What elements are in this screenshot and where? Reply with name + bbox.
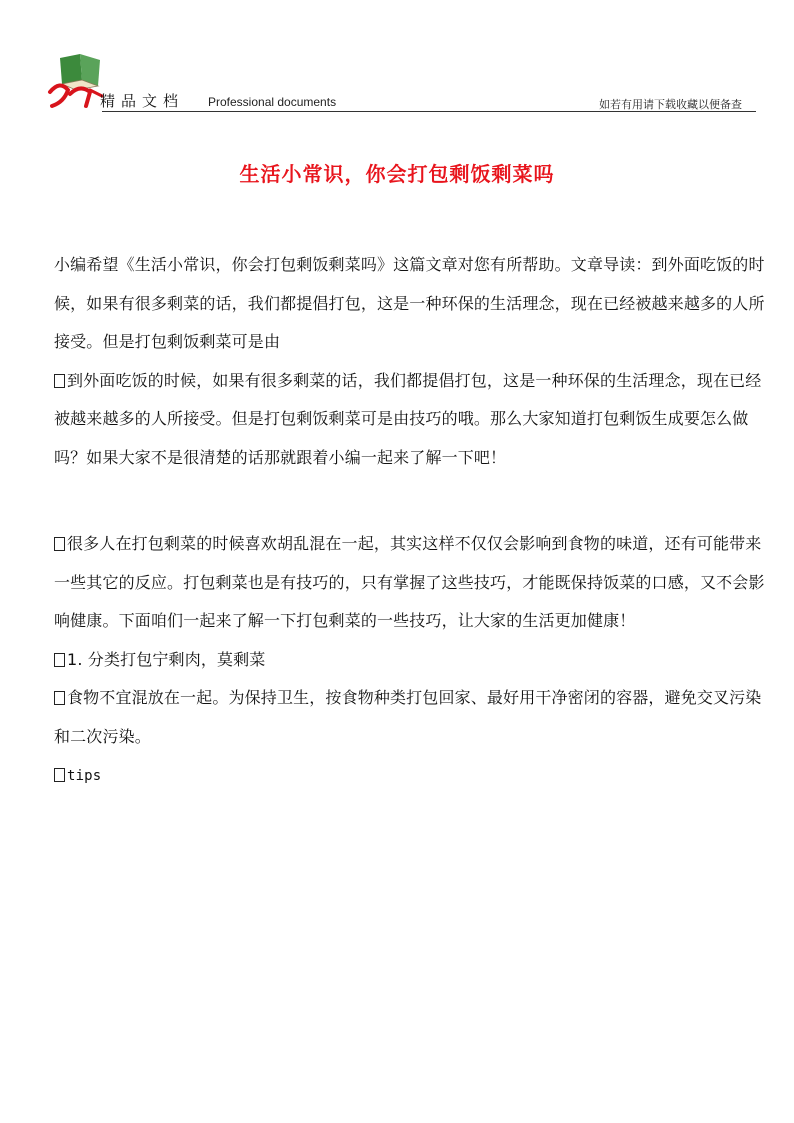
paragraph [54,362,766,478]
brand-title: 精品文档 [100,92,185,110]
page-header [46,50,756,112]
article-body [54,246,766,796]
header-note: 如若有用请下载收藏以便备查 [599,98,742,111]
page-title: 生活小常识，你会打包剩饭剩菜吗 [239,162,555,186]
section-heading-text: 1. 分类打包宁剩肉，莫剩菜 [67,649,266,669]
paragraph [54,679,766,756]
paragraph [54,525,766,641]
missing-glyph-box [54,691,65,705]
intro-paragraph [54,246,766,362]
missing-glyph-box [54,653,65,667]
intro-text: 小编希望《生活小常识，你会打包剩饭剩菜吗》这篇文章对您有所帮助。文章导读：到外面吃饭的时候，如果有很多剩菜的话，我们都提倡打包，这是一种环保的生活理念，现在已经被越来越多的人所接受。但是打包剩饭剩菜可是由 [54,255,765,351]
header-divider [102,111,756,112]
book-logo-icon [46,50,108,110]
paragraph-text: 食物不宜混放在一起。为保持卫生，按食物种类打包回家、最好用干净密闭的容器，避免交叉污染和二次污染。 [54,688,762,746]
tips-text: tips [67,768,102,784]
missing-glyph-box [54,768,65,782]
paragraph-text: 很多人在打包剩菜的时候喜欢胡乱混在一起，其实这样不仅仅会影响到食物的味道，还有可能带来一些其它的反应。打包剩菜也是有技巧的，只有掌握了这些技巧，才能既保持饭菜的口感，又不会影响健康。下面咱们一起来了解一下打包剩菜的一些技巧，让大家的生活更加健康！ [54,534,765,630]
paragraph-text: 到外面吃饭的时候，如果有很多剩菜的话，我们都提倡打包，这是一种环保的生活理念，现在已经被越来越多的人所接受。但是打包剩饭剩菜可是由技巧的哦。那么大家知道打包剩饭生成要怎么做吗？如果大家不是很清楚的话那就跟着小编一起来了解一下吧！ [54,370,762,467]
tips-line [54,756,766,796]
brand-subtitle: Professional documents [208,95,337,109]
missing-glyph-box [54,374,65,388]
section-heading [54,641,766,680]
missing-glyph-box [54,537,65,551]
